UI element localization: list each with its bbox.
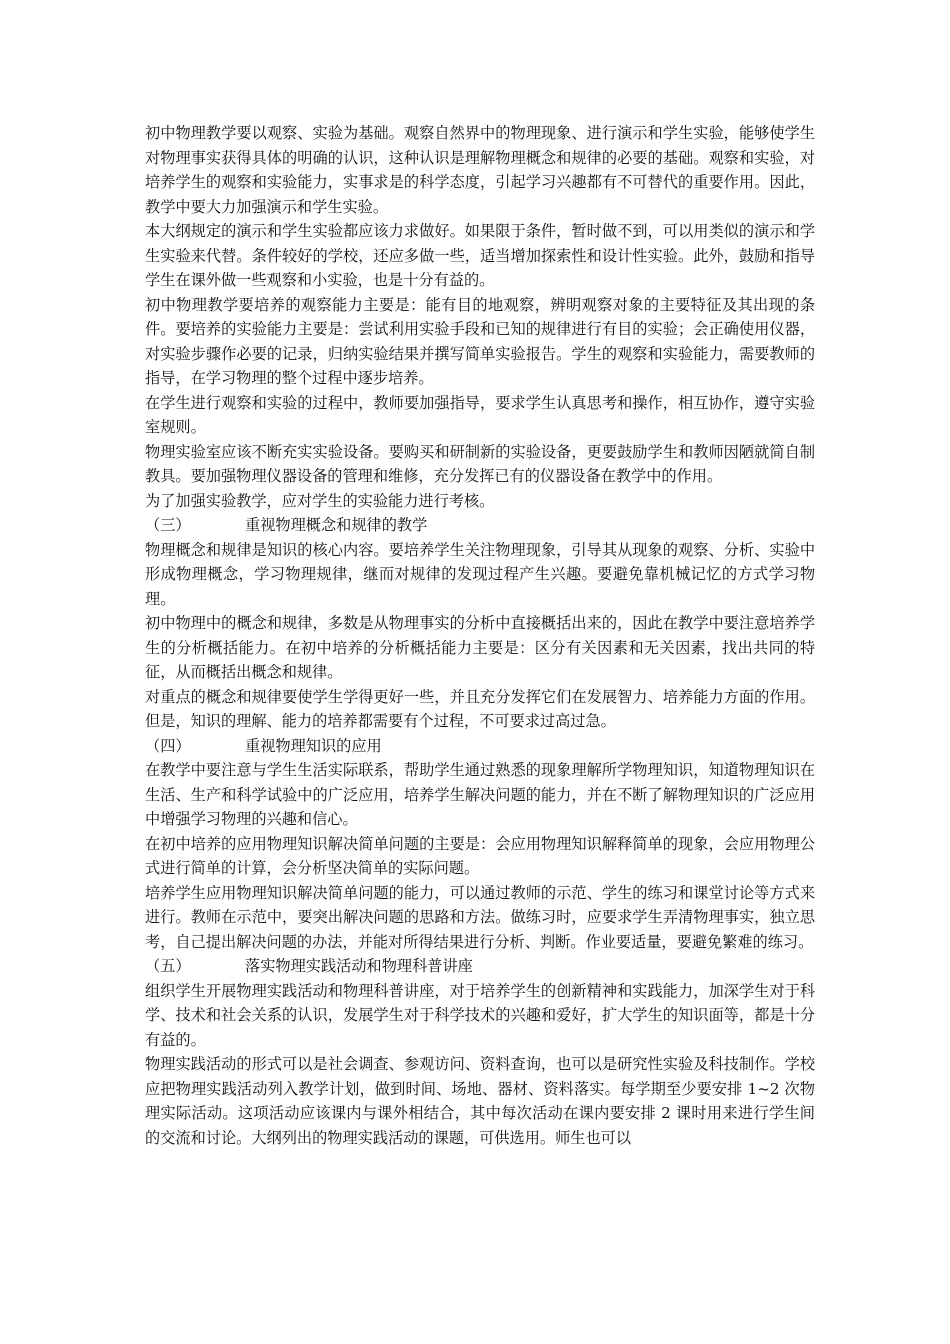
paragraph: 初中物理教学要以观察、实验为基础。观察自然界中的物理现象、进行演示和学生实验，能够使学生对物理事实获得具体的明确的认识，这种认识是理解物理概念和规律的必要的基础。观察和实验，对培养学生的观察和实验能力，实事求是的科学态度，引起学习兴趣都有不可替代的重要作用。因此，教学中要大力加强演示和学生实验。	[145, 124, 815, 216]
document-body	[145, 121, 815, 1150]
section-number: （五）	[145, 957, 191, 975]
paragraph: 物理实验室应该不断充实实验设备。要购买和研制新的实验设备，更要鼓励学生和教师因陋就简自制教具。要加强物理仪器设备的管理和维修，充分发挥已有的仪器设备在教学中的作用。	[145, 442, 815, 485]
paragraph: 培养学生应用物理知识解决简单问题的能力，可以通过教师的示范、学生的练习和课堂讨论等方式来进行。教师在示范中，要突出解决问题的思路和方法。做练习时，应要求学生弄清物理事实，独立思考，自己提出解决问题的办法，并能对所得结果进行分析、判断。作业要适量，要避免繁难的练习。	[145, 883, 815, 951]
section-title: 落实物理实践活动和物理科普讲座	[245, 957, 473, 975]
paragraph: 物理概念和规律是知识的核心内容。要培养学生关注物理现象，引导其从现象的观察、分析、实验中形成物理概念，学习物理规律，继而对规律的发现过程产生兴趣。要避免靠机械记忆的方式学习物理。	[145, 540, 815, 608]
paragraph: 对重点的概念和规律要使学生学得更好一些，并且充分发挥它们在发展智力、培养能力方面的作用。但是，知识的理解、能力的培养都需要有个过程，不可要求过高过急。	[145, 687, 815, 730]
paragraph: 在教学中要注意与学生生活实际联系，帮助学生通过熟悉的现象理解所学物理知识，知道物理知识在生活、生产和科学试验中的广泛应用，培养学生解决问题的能力，并在不断了解物理知识的广泛应用中增强学习物理的兴趣和信心。	[145, 761, 815, 828]
section-title: 重视物理知识的应用	[245, 736, 382, 755]
section-heading	[145, 954, 815, 979]
section-heading	[145, 513, 815, 538]
section-title: 重视物理概念和规律的教学	[245, 516, 428, 534]
paragraph: 物理实践活动的形式可以是社会调查、参观访问、资料查询，也可以是研究性实验及科技制作。学校应把物理实践活动列入教学计划，做到时间、场地、器材、资料落实。每学期至少要安排 1~2 次物理实际活动。这项活动应该课内与课外相结合，其中每次活动在课内要安排 2 课时用来进行学生间的交流和讨论。大纲列出的物理实践活动的课题，可供选用。师生也可以	[145, 1055, 815, 1147]
paragraph: 在初中培养的应用物理知识解决简单问题的主要是：会应用物理知识解释简单的现象，会应用物理公式进行简单的计算，会分析坚决简单的实际问题。	[145, 834, 815, 877]
section-heading	[145, 734, 815, 759]
paragraph: 初中物理中的概念和规律，多数是从物理事实的分析中直接概括出来的，因此在教学中要注意培养学生的分析概括能力。在初中培养的分析概括能力主要是：区分有关因素和无关因素，找出共同的特征，从而概括出概念和规律。	[145, 614, 815, 681]
paragraph: 组织学生开展物理实践活动和物理科普讲座，对于培养学生的创新精神和实践能力，加深学生对于科学、技术和社会关系的认识，发展学生对于科学技术的兴趣和爱好，扩大学生的知识面等，都是十分有益的。	[145, 981, 815, 1049]
paragraph: 为了加强实验教学，应对学生的实验能力进行考核。	[145, 491, 495, 510]
paragraph: 初中物理教学要培养的观察能力主要是：能有目的地观察，辨明观察对象的主要特征及其出现的条件。要培养的实验能力主要是：尝试利用实验手段和已知的规律进行有目的实验；会正确使用仪器，对实验步骤作必要的记录，归纳实验结果并撰写简单实验报告。学生的观察和实验能力，需要教师的指导，在学习物理的整个过程中逐步培养。	[145, 295, 815, 387]
paragraph: 在学生进行观察和实验的过程中，教师要加强指导，要求学生认真思考和操作，相互协作，遵守实验室规则。	[145, 393, 815, 436]
paragraph: 本大纲规定的演示和学生实验都应该力求做好。如果限于条件，暂时做不到，可以用类似的演示和学生实验来代替。条件较好的学校，还应多做一些，适当增加探索性和设计性实验。此外，鼓励和指导学生在课外做一些观察和小实验，也是十分有益的。	[145, 222, 815, 289]
section-number: （三）	[145, 516, 191, 534]
section-number: （四）	[145, 736, 191, 755]
